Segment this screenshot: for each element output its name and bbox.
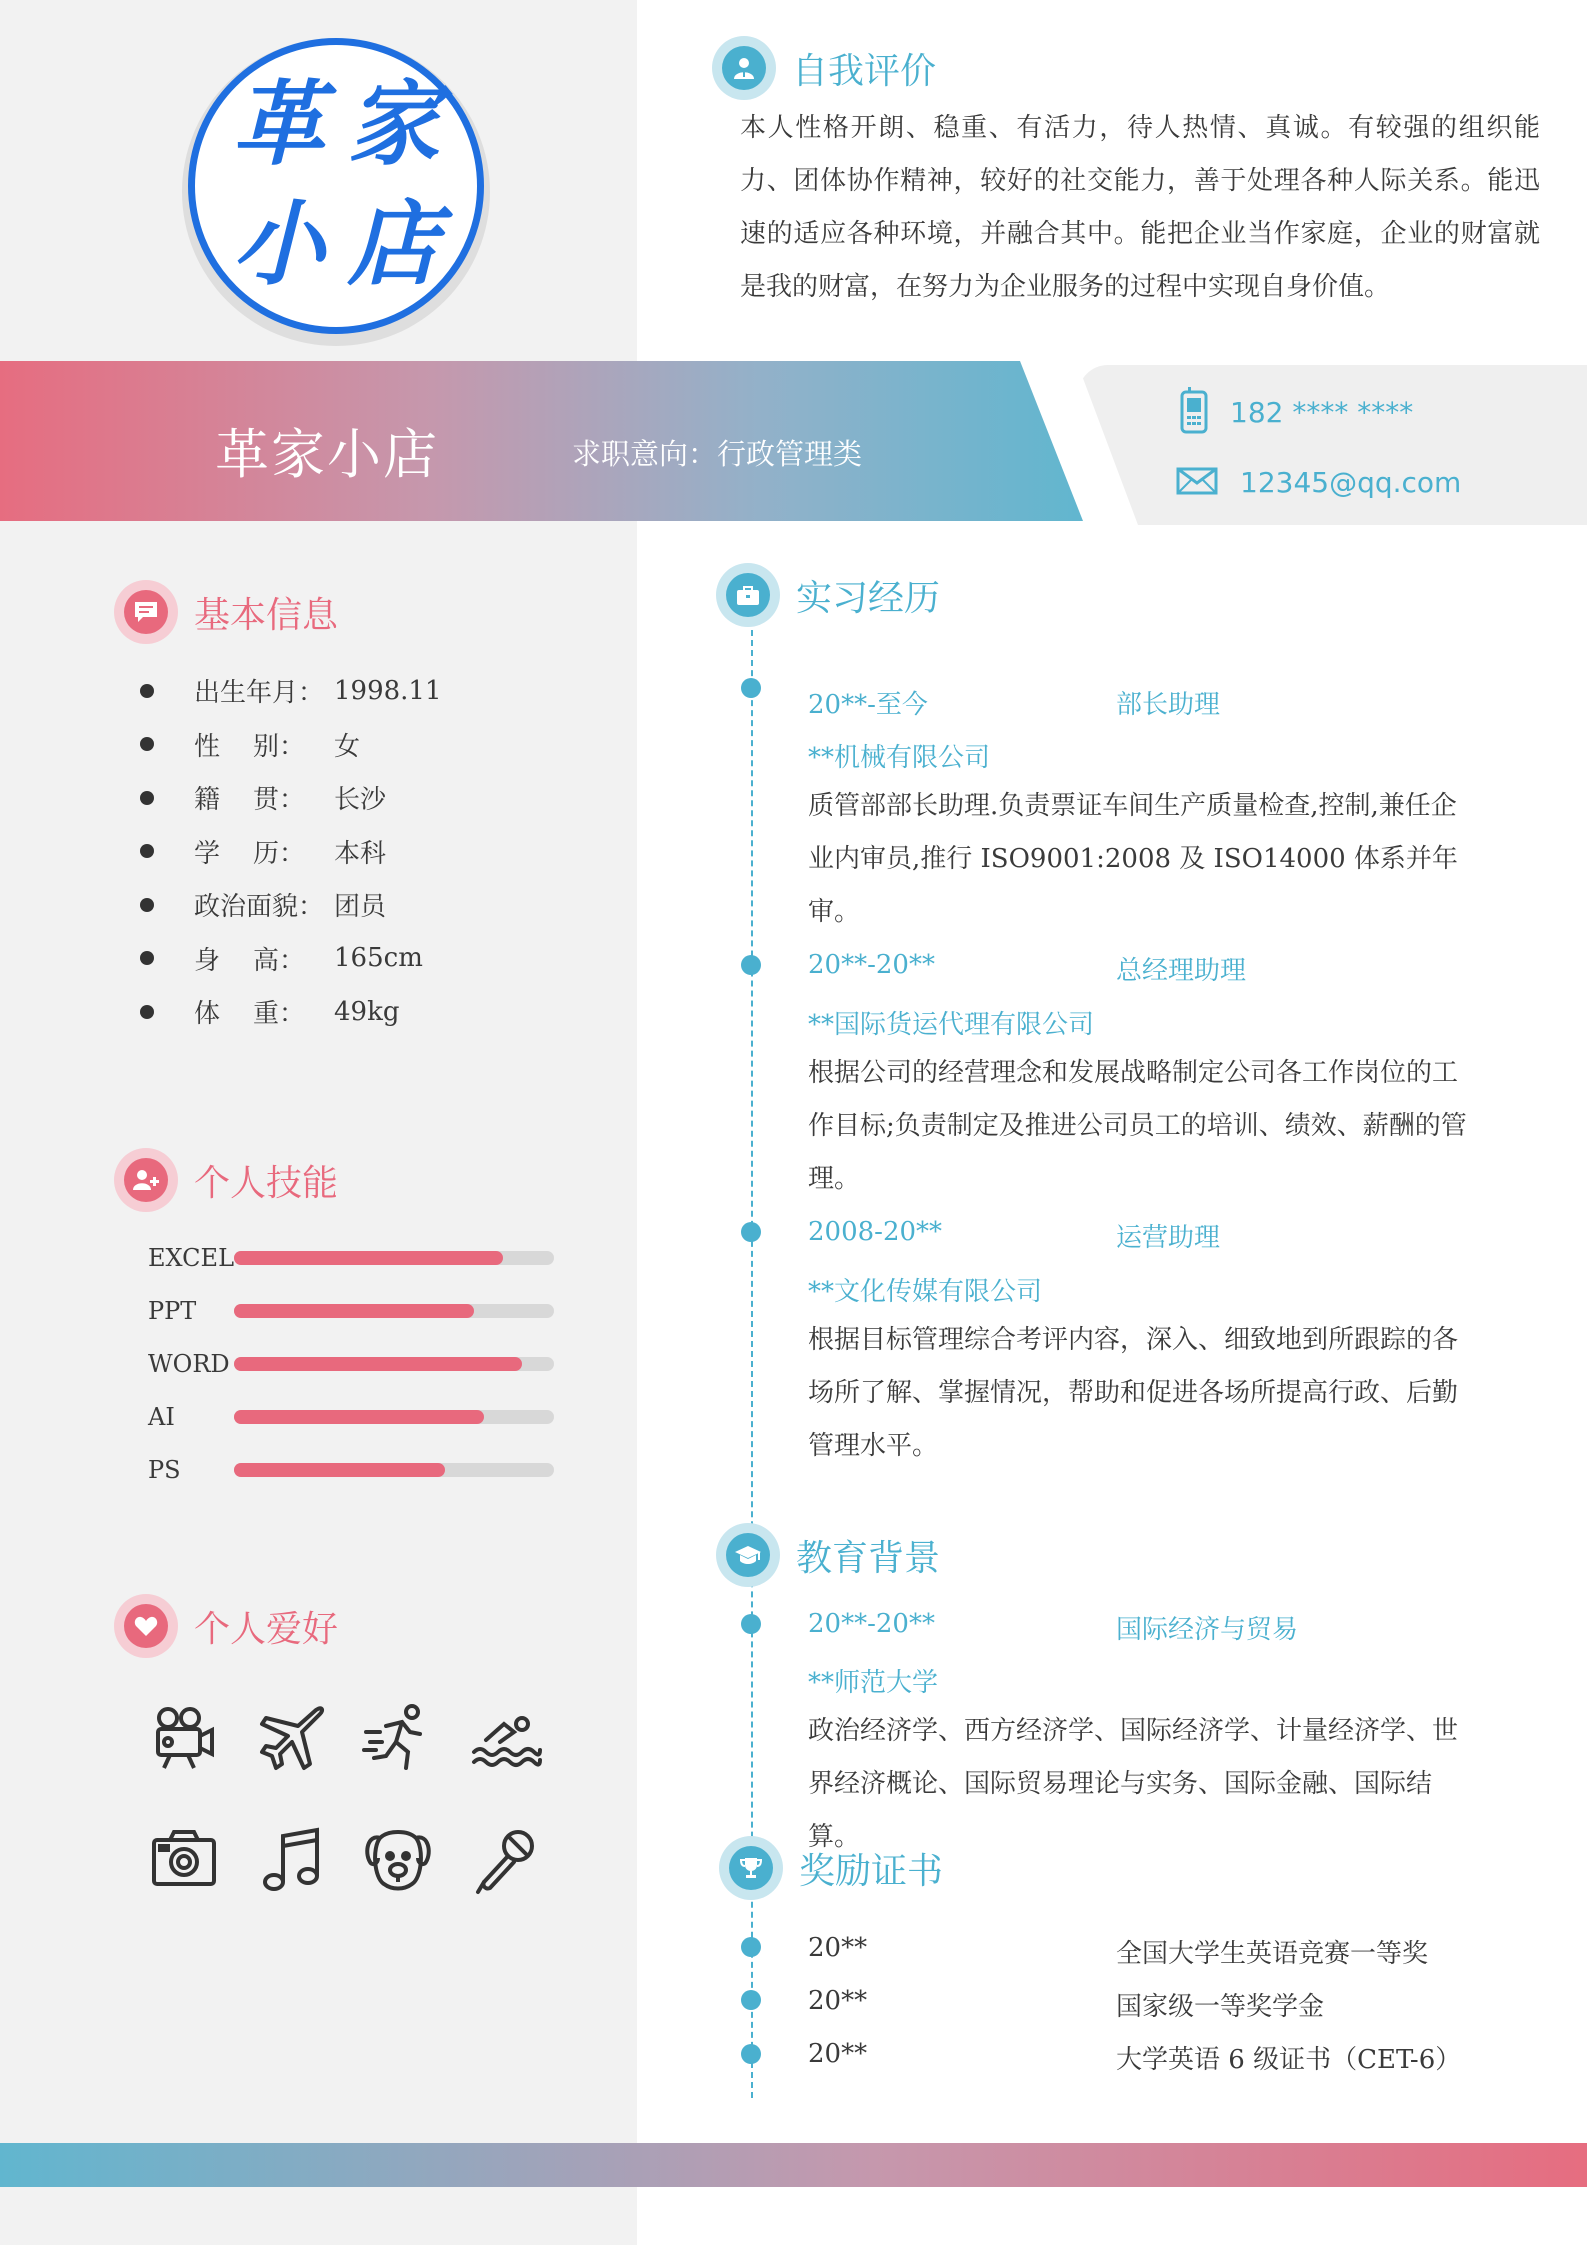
camera-icon [148, 1824, 220, 1896]
chat-bubble-icon [114, 580, 178, 644]
skill-bar-fill [234, 1410, 484, 1424]
entry-company: **文化传媒有限公司 [808, 1277, 1043, 1307]
movie-camera-icon [148, 1702, 220, 1774]
education-major: 国际经济与贸易 [1116, 1615, 1299, 1645]
footer-bar [0, 2143, 1587, 2187]
section-title: 教育背景 [796, 1537, 941, 1579]
heart-icon [114, 1594, 178, 1658]
section-title: 基本信息 [194, 594, 339, 636]
timeline-dot [741, 1937, 761, 1957]
education-date: 20**-20** [808, 1609, 935, 1639]
education-school: **师范大学 [808, 1668, 939, 1698]
graduation-cap-icon [716, 1523, 780, 1587]
timeline-dot [741, 1990, 761, 2010]
entry-position: 总经理助理 [1116, 956, 1247, 986]
skill-bar-fill [234, 1304, 474, 1318]
logo-char: 店 [347, 191, 440, 298]
contact-email [1176, 466, 1461, 499]
section-title: 个人技能 [194, 1162, 339, 1204]
person-icon [712, 36, 776, 100]
entry-position: 部长助理 [1116, 690, 1221, 720]
skill-bar [234, 1357, 554, 1371]
airplane-icon [256, 1702, 328, 1774]
phone-number: 182 **** **** [1230, 395, 1414, 429]
entry-description: 根据公司的经营理念和发展战略制定公司各工作岗位的工作目标;负责制定及推进公司员工的培训、绩效、薪酬的管理。 [808, 1058, 1467, 1194]
logo-char: 家 [347, 71, 440, 178]
skill-row [148, 1456, 554, 1484]
skill-bar-fill [234, 1251, 503, 1265]
music-note-icon [256, 1824, 328, 1896]
skill-bar-fill [234, 1357, 522, 1371]
entry-date: 20**-至今 [808, 690, 928, 720]
logo-char: 革 [232, 71, 325, 178]
education-description: 政治经济学、西方经济学、国际经济学、计量经济学、世界经济概论、国际贸易理论与实务、国际金融、国际结算。 [808, 1716, 1459, 1852]
skill-bar [234, 1251, 554, 1265]
timeline-dot [741, 955, 761, 975]
skill-name: WORD [148, 1350, 230, 1378]
timeline-dot [741, 2044, 761, 2064]
award-year: 20** [808, 1933, 868, 1963]
skill-row [148, 1350, 554, 1378]
self-eval-header [712, 36, 936, 100]
section-title: 个人爱好 [194, 1608, 339, 1650]
info-item: 身 高： 165cm [140, 932, 442, 986]
envelope-icon [1176, 467, 1218, 499]
award-year: 20** [808, 2039, 868, 2069]
basic-info-list [140, 664, 442, 1039]
skill-name: EXCEL [148, 1244, 235, 1272]
award-name: 国家级一等奖学金 [1116, 1992, 1325, 2022]
basic-info-header [114, 580, 338, 644]
self-eval-text: 本人性格开朗、稳重、有活力，待人热情、真诚。有较强的组织能力、团体协作精神，较好的社交能力，善于处理各种人际关系。能迅速的适应各种环境，并融合其中。能把企业当作家庭，企业的财富就是我的财富，在努力为企业服务的过程中实现自身价值。 [740, 113, 1540, 302]
timeline-dot [741, 1614, 761, 1634]
info-item: 性 别： 女 [140, 718, 442, 772]
skills-header [114, 1148, 338, 1212]
section-title: 实习经历 [796, 577, 941, 619]
user-add-icon [114, 1148, 178, 1212]
email-address: 12345@qq.com [1240, 466, 1462, 499]
award-name: 大学英语 6 级证书（CET-6） [1116, 2045, 1462, 2075]
entry-description: 根据目标管理综合考评内容，深入、细致地到所跟踪的各场所了解、掌握情况，帮助和促进各场所提高行政、后勤管理水平。 [808, 1325, 1459, 1461]
awards-header [719, 1836, 943, 1900]
skill-row [148, 1297, 554, 1325]
skill-bar-fill [234, 1463, 445, 1477]
logo-seal [188, 38, 484, 334]
section-title: 自我评价 [792, 50, 937, 92]
briefcase-icon [716, 563, 780, 627]
running-icon [362, 1702, 434, 1774]
skill-row [148, 1244, 554, 1272]
logo-char: 小 [232, 191, 325, 298]
skill-row [148, 1403, 554, 1431]
skill-name: PS [148, 1456, 181, 1484]
award-year: 20** [808, 1986, 868, 2016]
internship-header [716, 563, 940, 627]
info-item: 出生年月： 1998.11 [140, 664, 442, 718]
swimming-icon [470, 1702, 542, 1774]
skill-name: AI [148, 1403, 175, 1431]
name-banner [0, 361, 1083, 521]
trophy-icon [719, 1836, 783, 1900]
entry-description: 质管部部长助理.负责票证车间生产质量检查,控制,兼任企业内审员,推行 ISO9001:2008 及 ISO14000 体系并年审。 [808, 791, 1458, 927]
timeline-dot [741, 1222, 761, 1242]
timeline-dot [741, 678, 761, 698]
candidate-name: 革家小店 [215, 423, 439, 486]
info-item: 体 重： 49kg [140, 985, 442, 1039]
section-title: 奖励证书 [799, 1850, 944, 1892]
award-name: 全国大学生英语竞赛一等奖 [1116, 1939, 1429, 1969]
skill-bar [234, 1463, 554, 1477]
skill-bar [234, 1410, 554, 1424]
education-header [716, 1523, 940, 1587]
entry-company: **国际货运代理有限公司 [808, 1010, 1095, 1040]
info-item: 学 历： 本科 [140, 825, 442, 879]
info-item: 籍 贯： 长沙 [140, 771, 442, 825]
mobile-phone-icon [1180, 386, 1208, 438]
entry-position: 运营助理 [1116, 1223, 1221, 1253]
info-item: 政治面貌： 团员 [140, 878, 442, 932]
entry-date: 20**-20** [808, 950, 935, 980]
hobbies-header [114, 1594, 338, 1658]
entry-date: 2008-20** [808, 1217, 943, 1247]
skill-bar [234, 1304, 554, 1318]
job-intent: 求职意向：行政管理类 [572, 437, 863, 471]
entry-company: **机械有限公司 [808, 743, 991, 773]
dog-icon [362, 1824, 434, 1896]
microphone-icon [470, 1824, 542, 1896]
contact-phone [1180, 386, 1413, 438]
skill-name: PPT [148, 1297, 197, 1325]
